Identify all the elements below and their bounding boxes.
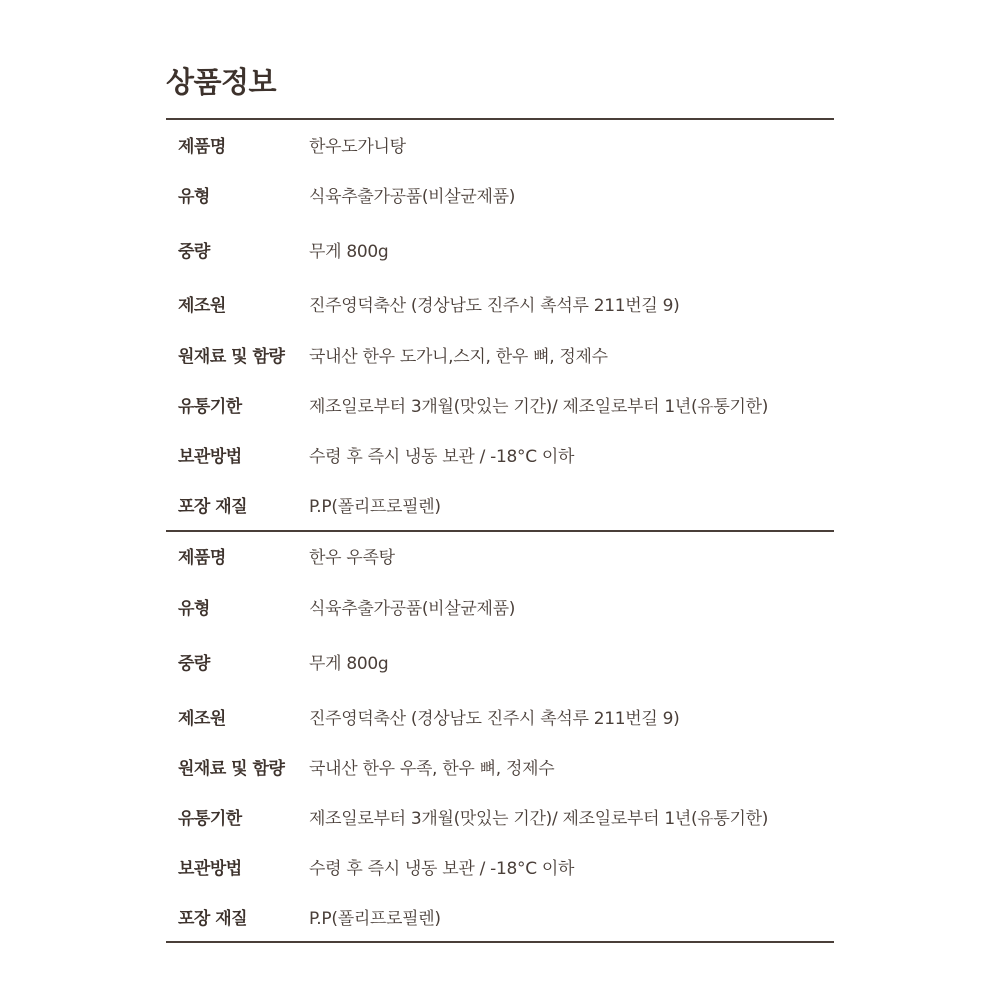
row-value: 한우 우족탕 [309, 547, 395, 568]
row-value: 수령 후 즉시 냉동 보관 / -18°C 이하 [309, 858, 575, 879]
row-label: 유통기한 [178, 396, 242, 417]
row-label: 유통기한 [178, 808, 242, 829]
row-label: 제품명 [178, 136, 226, 157]
row-label: 중량 [178, 653, 210, 674]
table-row-packaging [166, 901, 834, 931]
row-value: 진주영덕축산 (경상남도 진주시 촉석루 211번길 9) [309, 708, 680, 729]
table-row-storage [166, 851, 834, 881]
table-row-weight [166, 646, 834, 676]
row-value: P.P(폴리프로필렌) [309, 496, 441, 517]
table-row-ingredients [166, 751, 834, 781]
table-middle-divider [166, 530, 834, 532]
row-value: 수령 후 즉시 냉동 보관 / -18°C 이하 [309, 446, 575, 467]
row-label: 원재료 및 함량 [178, 346, 285, 367]
row-label: 제조원 [178, 708, 226, 729]
row-label: 중량 [178, 241, 210, 262]
row-value: 식육추출가공품(비살균제품) [309, 186, 516, 207]
row-value: 진주영덕축산 (경상남도 진주시 촉석루 211번길 9) [309, 295, 680, 316]
table-bottom-divider [166, 941, 834, 943]
table-row-packaging [166, 489, 834, 519]
row-value: 무게 800g [309, 653, 389, 674]
table-row-weight [166, 234, 834, 264]
table-row-type [166, 591, 834, 621]
row-value: P.P(폴리프로필렌) [309, 908, 441, 929]
table-top-divider [166, 118, 834, 120]
table-row-type [166, 179, 834, 209]
page-title: 상품정보 [166, 65, 277, 99]
row-value: 국내산 한우 우족, 한우 뼈, 정제수 [309, 758, 555, 779]
table-row-expiration [166, 389, 834, 419]
table-row-expiration [166, 801, 834, 831]
row-value: 식육추출가공품(비살균제품) [309, 598, 516, 619]
row-label: 보관방법 [178, 858, 242, 879]
row-label: 포장 재질 [178, 908, 248, 929]
row-label: 원재료 및 함량 [178, 758, 285, 779]
table-row-product-name [166, 129, 834, 159]
table-row-ingredients [166, 339, 834, 369]
row-value: 무게 800g [309, 241, 389, 262]
row-value: 한우도가니탕 [309, 136, 406, 157]
row-label: 유형 [178, 186, 210, 207]
row-label: 제조원 [178, 295, 226, 316]
row-label: 유형 [178, 598, 210, 619]
row-label: 제품명 [178, 547, 226, 568]
row-label: 보관방법 [178, 446, 242, 467]
row-value: 제조일로부터 3개월(맛있는 기간)/ 제조일로부터 1년(유통기한) [309, 396, 769, 417]
row-value: 제조일로부터 3개월(맛있는 기간)/ 제조일로부터 1년(유통기한) [309, 808, 769, 829]
row-value: 국내산 한우 도가니,스지, 한우 뼈, 정제수 [309, 346, 608, 367]
row-label: 포장 재질 [178, 496, 248, 517]
table-row-storage [166, 439, 834, 469]
table-row-product-name [166, 540, 834, 570]
table-row-manufacturer [166, 288, 834, 318]
table-row-manufacturer [166, 701, 834, 731]
